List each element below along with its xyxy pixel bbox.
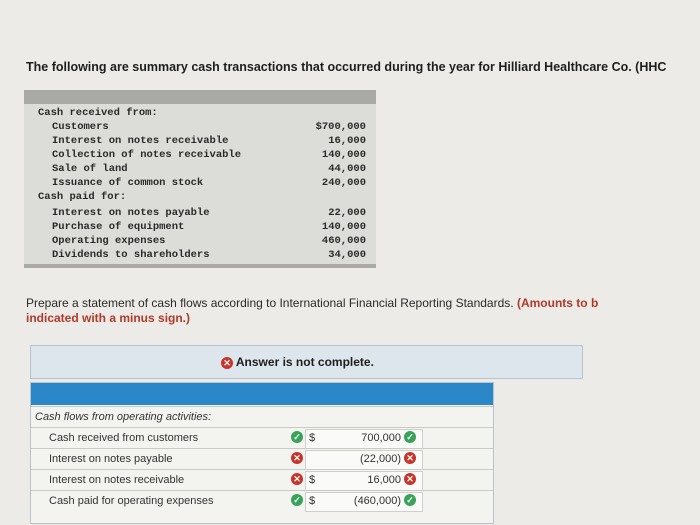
table-row[interactable] — [31, 448, 493, 470]
answer-status-text: Answer is not complete. — [235, 355, 374, 369]
transaction-label: Dividends to shareholders — [52, 249, 210, 261]
row-label[interactable]: Cash received from customers — [49, 432, 199, 444]
x-circle-icon: ✕ — [404, 473, 416, 485]
transaction-label: Sale of land — [52, 163, 128, 175]
dollar-sign: $ — [309, 474, 316, 486]
transaction-label: Operating expenses — [52, 235, 166, 247]
amount-value[interactable]: (22,000) — [360, 453, 401, 465]
transactions-panel — [24, 90, 376, 268]
transaction-row — [24, 120, 376, 134]
statement-header-bar — [31, 383, 493, 405]
transaction-amount: 240,000 — [321, 177, 366, 189]
received-header-row — [24, 106, 376, 120]
table-row[interactable] — [31, 490, 493, 512]
check-icon: ✓ — [291, 431, 303, 443]
transaction-label: Customers — [52, 121, 109, 133]
check-icon: ✓ — [291, 494, 303, 506]
transaction-row — [24, 134, 376, 148]
paid-header: Cash paid for: — [38, 191, 127, 203]
panel-bottom-bar — [24, 264, 376, 268]
transaction-label: Issuance of common stock — [52, 177, 204, 189]
transaction-amount: 44,000 — [328, 163, 366, 175]
x-circle-icon: ✕ — [291, 452, 303, 464]
amount-value[interactable]: (460,000) — [353, 495, 401, 507]
dollar-sign: $ — [309, 495, 316, 507]
transaction-label: Interest on notes payable — [52, 207, 210, 219]
instructions — [26, 296, 700, 326]
table-row[interactable] — [31, 427, 493, 449]
transaction-row — [24, 220, 376, 234]
transaction-amount: $700,000 — [315, 121, 366, 133]
section-label: Cash flows from operating activities: — [35, 411, 212, 423]
transaction-row — [24, 206, 376, 220]
transaction-amount: 460,000 — [321, 235, 366, 247]
table-row[interactable] — [31, 469, 493, 491]
row-label[interactable]: Interest on notes payable — [49, 453, 173, 465]
transaction-amount: 140,000 — [321, 149, 366, 161]
amount-value[interactable]: 16,000 — [367, 474, 401, 486]
transaction-amount: 140,000 — [321, 221, 366, 233]
check-icon: ✓ — [404, 494, 416, 506]
problem-intro: The following are summary cash transactions that occurred during the year for Hilliard Healthcare Co. (HHC — [26, 60, 667, 74]
panel-top-bar — [24, 90, 376, 104]
instructions-note: (Amounts to b — [516, 296, 599, 310]
transaction-amount: 16,000 — [328, 135, 366, 147]
x-circle-icon: ✕ — [291, 473, 303, 485]
row-label[interactable]: Interest on notes receivable — [49, 474, 185, 486]
transaction-label: Purchase of equipment — [52, 221, 185, 233]
section-row — [31, 406, 493, 428]
transaction-row — [24, 162, 376, 176]
transaction-amount: 34,000 — [328, 249, 366, 261]
transaction-row — [24, 148, 376, 162]
check-icon: ✓ — [404, 431, 416, 443]
amount-value[interactable]: 700,000 — [361, 432, 401, 444]
transaction-amount: 22,000 — [328, 207, 366, 219]
x-circle-icon: ✕ — [404, 452, 416, 464]
cash-flow-statement — [30, 382, 494, 524]
transaction-label: Collection of notes receivable — [52, 149, 242, 161]
instructions-note-line2: indicated with a minus sign.) — [26, 311, 191, 325]
answer-status — [221, 355, 374, 369]
row-label[interactable]: Cash paid for operating expenses — [49, 495, 214, 507]
transaction-row — [24, 248, 376, 262]
transaction-row — [24, 234, 376, 248]
answer-status-banner — [30, 345, 583, 379]
dollar-sign: $ — [309, 432, 316, 444]
transaction-row — [24, 176, 376, 190]
transaction-label: Interest on notes receivable — [52, 135, 229, 147]
paid-header-row — [24, 190, 376, 204]
received-header: Cash received from: — [38, 107, 158, 119]
instructions-text: Prepare a statement of cash flows according to International Financial Reporting Standards. — [26, 296, 514, 310]
x-circle-icon: ✕ — [221, 357, 233, 369]
